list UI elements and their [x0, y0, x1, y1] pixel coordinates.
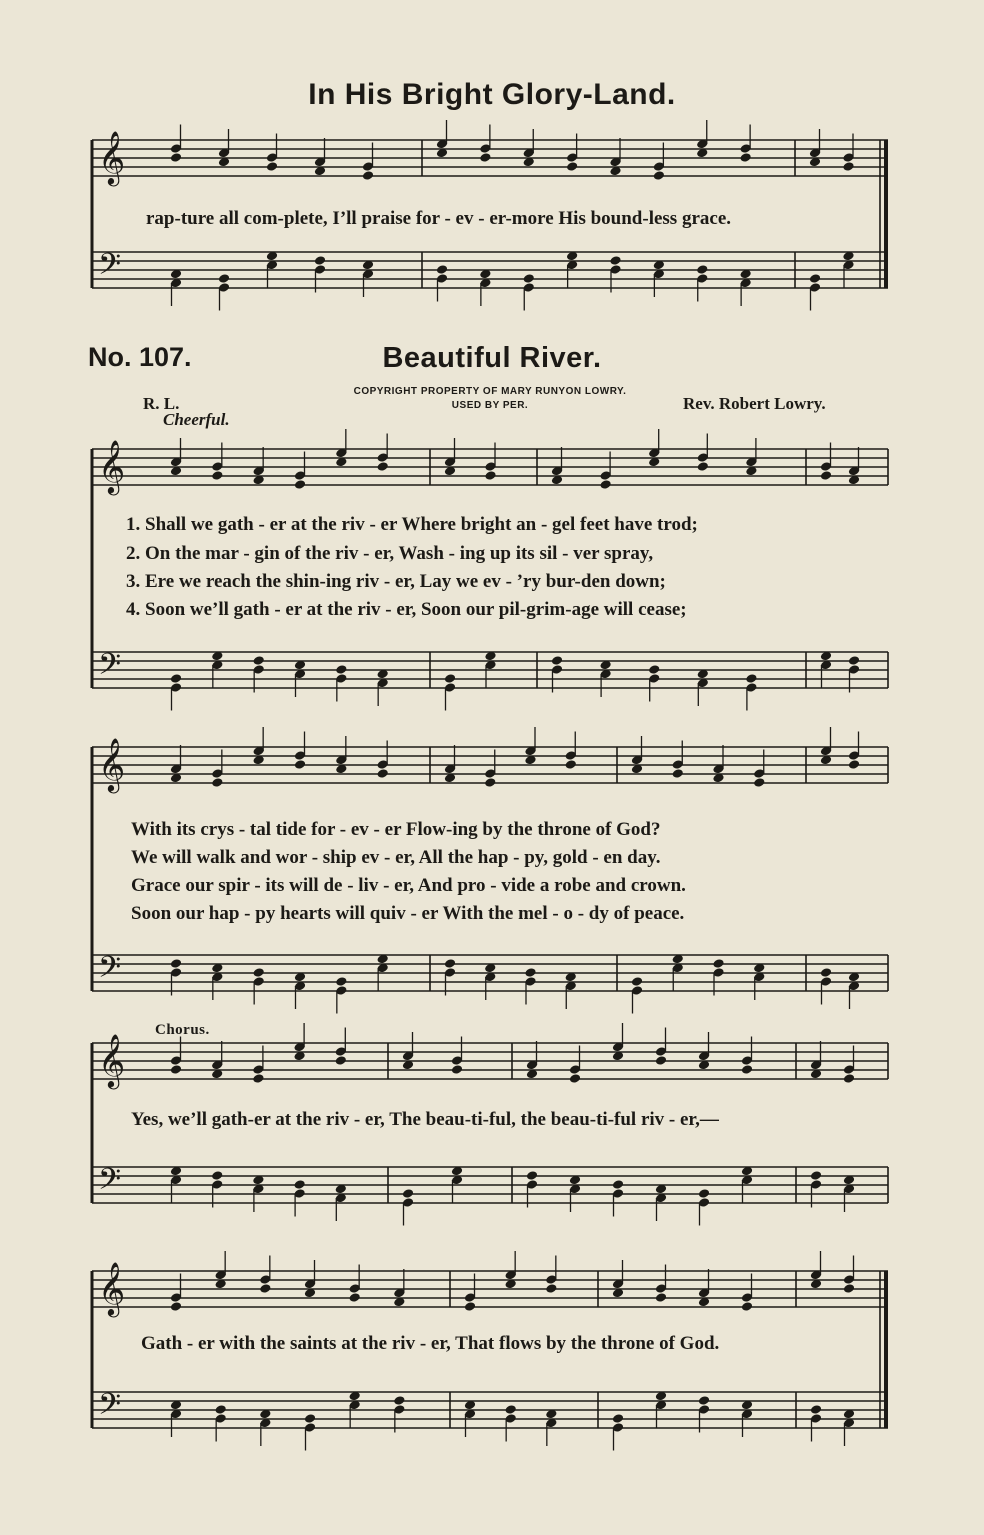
note-head [304, 1413, 316, 1424]
note-head [335, 976, 347, 987]
note-head [479, 152, 491, 163]
note-head [820, 967, 832, 978]
chorus-label: Chorus. [155, 1022, 210, 1038]
note-head [809, 273, 821, 284]
verse-3-line-a: 3. Ere we reach the shin-ing riv - er, Lay we ev - ’ry bur-den down; [126, 571, 666, 592]
note-head [565, 759, 577, 770]
treble-clef: 𝄞 [98, 439, 126, 493]
note-head [524, 967, 536, 978]
note-head [484, 470, 496, 481]
bass-clef: 𝄢 [98, 951, 122, 992]
note-head [843, 1283, 855, 1294]
verse-1-line-a: 1. Shall we gath - er at the riv - er Where bright an - gel feet have trod; [126, 514, 698, 535]
hymn-top-lyric: rap-ture all com-plete, I’ll praise for - ev - er-more His bound-less grace. [146, 208, 732, 229]
note-head [170, 1301, 182, 1312]
note-head [653, 170, 665, 181]
note-head [526, 1170, 538, 1181]
hymn-number: No. 107. [88, 342, 192, 372]
note-head [211, 470, 223, 481]
note-head [335, 664, 347, 675]
note-head [551, 655, 563, 666]
note-head [464, 1301, 476, 1312]
note-head [266, 161, 278, 172]
note-head [843, 1073, 855, 1084]
note-head [739, 152, 751, 163]
note-head [252, 967, 264, 978]
note-head [810, 1170, 822, 1181]
note-head [741, 1064, 753, 1075]
note-head [655, 1292, 667, 1303]
verse-1-line-b: With its crys - tal tide for - ev - er Flow-ing by the throne of God? [131, 819, 661, 840]
note-head [655, 1055, 667, 1066]
treble-clef: 𝄞 [98, 737, 126, 791]
note-head [848, 655, 860, 666]
note-head [211, 777, 223, 788]
note-head [566, 161, 578, 172]
treble-clef: 𝄞 [98, 1261, 126, 1315]
music-by: Rev. Robert Lowry. [683, 394, 826, 413]
note-head [436, 264, 448, 275]
tempo-marking: Cheerful. [163, 410, 230, 429]
note-head [294, 479, 306, 490]
note-head [698, 1188, 710, 1199]
note-head [569, 1073, 581, 1084]
bass-clef: 𝄢 [98, 1388, 122, 1429]
verse-4-line-a: 4. Soon we’ll gath - er at the riv - er, Soon our pil-grim-age will cease; [126, 599, 687, 620]
note-head [609, 255, 621, 266]
note-head [335, 1055, 347, 1066]
note-head [348, 1292, 360, 1303]
note-head [848, 759, 860, 770]
note-head [810, 1404, 822, 1415]
note-head [451, 1064, 463, 1075]
note-head [648, 664, 660, 675]
note-head [523, 273, 535, 284]
words-by: R. L. [143, 394, 180, 413]
note-head [612, 1413, 624, 1424]
note-head [444, 673, 456, 684]
treble-clef: 𝄞 [98, 130, 126, 184]
note-head [314, 255, 326, 266]
verse-2-line-a: 2. On the mar - gin of the riv - er, Wash - ing up its sil - ver spray, [126, 543, 654, 564]
verse-2-line-b: We will walk and wor - ship ev - er, All the hap - py, gold - en day. [131, 847, 661, 868]
verse-4-line-b: Soon our hap - py hearts will quiv - er With the mel - o - dy of peace. [131, 903, 685, 924]
note-head [170, 1064, 182, 1075]
chorus-line-2: Gath - er with the saints at the riv - er, That flows by the throne of God. [141, 1333, 720, 1354]
note-head [545, 1283, 557, 1294]
hymn-top-title: In His Bright Glory-Land. [308, 78, 676, 111]
note-head [484, 777, 496, 788]
bass-clef: 𝄢 [98, 1163, 122, 1204]
note-head [672, 768, 684, 779]
note-head [402, 1188, 414, 1199]
note-head [745, 673, 757, 684]
note-head [170, 958, 182, 969]
note-head [376, 461, 388, 472]
note-head [842, 161, 854, 172]
note-head [252, 1073, 264, 1084]
bass-clef: 𝄢 [98, 248, 122, 289]
note-head [214, 1404, 226, 1415]
bass-clef: 𝄢 [98, 648, 122, 689]
copyright-line-1: COPYRIGHT PROPERTY OF MARY RUNYON LOWRY. [353, 386, 627, 397]
note-head [753, 777, 765, 788]
copyright-line-2: USED BY PER. [451, 400, 529, 411]
treble-clef: 𝄞 [98, 1033, 126, 1087]
note-head [393, 1395, 405, 1406]
note-head [252, 655, 264, 666]
note-head [362, 170, 374, 181]
note-head [259, 1283, 271, 1294]
note-head [294, 759, 306, 770]
note-head [376, 768, 388, 779]
note-head [211, 1170, 223, 1181]
note-head [696, 264, 708, 275]
note-head [712, 958, 724, 969]
note-head [170, 152, 182, 163]
note-head [612, 1179, 624, 1190]
note-head [697, 461, 709, 472]
note-head [741, 1301, 753, 1312]
note-head [698, 1395, 710, 1406]
note-head [599, 479, 611, 490]
verse-3-line-b: Grace our spir - its will de - liv - er, And pro - vide a robe and crown. [131, 875, 686, 896]
note-head [293, 1179, 305, 1190]
note-head [820, 470, 832, 481]
note-head [218, 273, 230, 284]
chorus-line-1: Yes, we’ll gath-er at the riv - er, The beau-ti-ful, the beau-ti-ful riv - er,— [131, 1109, 719, 1130]
note-head [444, 958, 456, 969]
note-head [631, 976, 643, 987]
note-head [170, 673, 182, 684]
note-head [504, 1404, 516, 1415]
hymn-title: Beautiful River. [382, 342, 602, 374]
